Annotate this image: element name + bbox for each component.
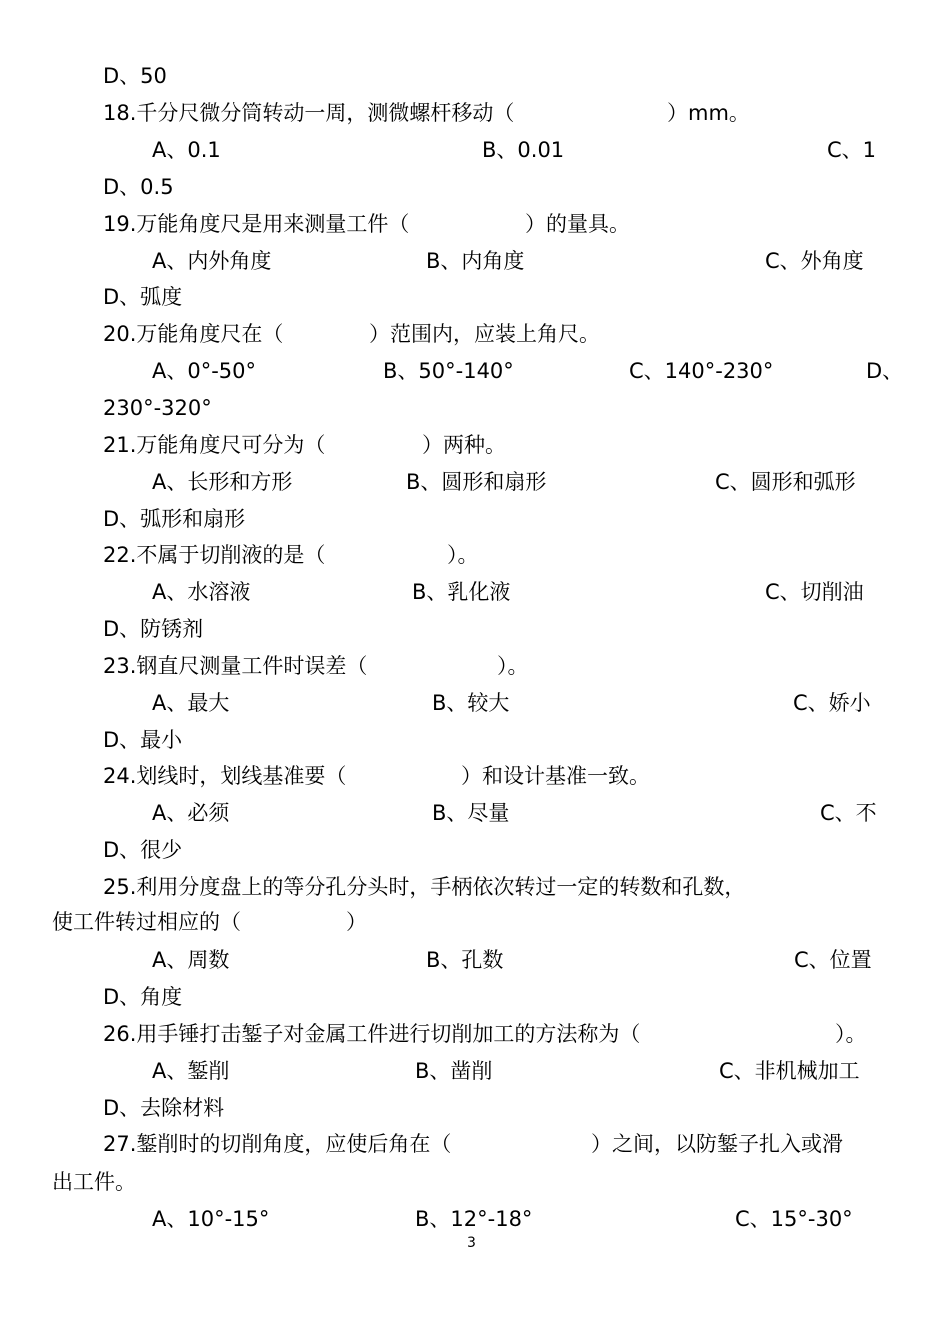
- text-line: ）两种。: [422, 433, 506, 457]
- text-line: 出工件。: [52, 1170, 136, 1194]
- option-a: A、必须: [152, 801, 230, 825]
- question-24: 24.划线时，划线基准要（: [103, 764, 347, 788]
- option-a: A、0°-50°: [152, 359, 257, 383]
- option-d: D、去除材料: [103, 1096, 225, 1120]
- option-b: B、较大: [432, 691, 510, 715]
- option-c: C、外角度: [765, 249, 864, 273]
- option-d: D、0.5: [103, 175, 174, 199]
- option-b: B、凿削: [415, 1059, 493, 1083]
- option-a: A、10°-15°: [152, 1207, 270, 1231]
- page-number: 3: [467, 1235, 476, 1251]
- option-c: C、不: [820, 801, 877, 825]
- option-b: B、乳化液: [412, 580, 511, 604]
- text-line: 230°-320°: [103, 396, 212, 420]
- text-line: ）范围内，应装上角尺。: [369, 322, 600, 346]
- option-d: D、弧度: [103, 285, 183, 309]
- option-b: B、12°-18°: [415, 1207, 533, 1231]
- option-c: C、切削油: [765, 580, 864, 604]
- text-line: ）。: [835, 1022, 867, 1046]
- option-c: C、圆形和弧形: [715, 470, 856, 494]
- option-a: A、内外角度: [152, 249, 272, 273]
- text-line: ）。: [447, 543, 479, 567]
- question-27: 27.錾削时的切削角度，应使后角在（: [103, 1132, 452, 1156]
- question-25: 25.利用分度盘上的等分孔分头时，手柄依次转过一定的转数和孔数，: [103, 875, 746, 899]
- option-c: C、140°-230°: [629, 359, 774, 383]
- option-a: A、长形和方形: [152, 470, 293, 494]
- option-b: B、0.01: [482, 138, 565, 162]
- question-26: 26.用手锤打击錾子对金属工件进行切削加工的方法称为（: [103, 1022, 641, 1046]
- text-line: ）的量具。: [525, 212, 630, 236]
- question-22: 22.不属于切削液的是（: [103, 543, 326, 567]
- option-c: C、非机械加工: [719, 1059, 860, 1083]
- option-d: D、: [866, 359, 904, 383]
- question-21: 21.万能角度尺可分为（: [103, 433, 326, 457]
- option-c: C、15°-30°: [735, 1207, 853, 1231]
- option-a: A、最大: [152, 691, 230, 715]
- option-b: B、孔数: [426, 948, 504, 972]
- text-line: ）。: [497, 654, 529, 678]
- text-line: 使工件转过相应的（: [52, 910, 241, 934]
- text-line: ）: [346, 910, 367, 934]
- text-line: ）mm。: [667, 101, 750, 125]
- question-19: 19.万能角度尺是用来测量工件（: [103, 212, 410, 236]
- option-a: A、周数: [152, 948, 230, 972]
- option-b: B、50°-140°: [383, 359, 514, 383]
- option-d: D、弧形和扇形: [103, 507, 246, 531]
- option-d: D、防锈剂: [103, 617, 204, 641]
- text-line: ）之间，以防錾子扎入或滑: [591, 1132, 843, 1156]
- option-b: B、内角度: [426, 249, 525, 273]
- text-line: D、50: [103, 64, 167, 88]
- option-a: A、0.1: [152, 138, 221, 162]
- option-d: D、角度: [103, 985, 183, 1009]
- question-20: 20.万能角度尺在（: [103, 322, 284, 346]
- option-c: C、位置: [794, 948, 872, 972]
- option-c: C、娇小: [793, 691, 871, 715]
- option-d: D、最小: [103, 728, 183, 752]
- text-line: ）和设计基准一致。: [461, 764, 650, 788]
- option-b: B、圆形和扇形: [406, 470, 547, 494]
- option-b: B、尽量: [432, 801, 510, 825]
- option-c: C、1: [827, 138, 877, 162]
- option-a: A、水溶液: [152, 580, 251, 604]
- option-a: A、錾削: [152, 1059, 230, 1083]
- question-18: 18.千分尺微分筒转动一周，测微螺杆移动（: [103, 101, 515, 125]
- option-d: D、很少: [103, 838, 183, 862]
- question-23: 23.钢直尺测量工件时误差（: [103, 654, 368, 678]
